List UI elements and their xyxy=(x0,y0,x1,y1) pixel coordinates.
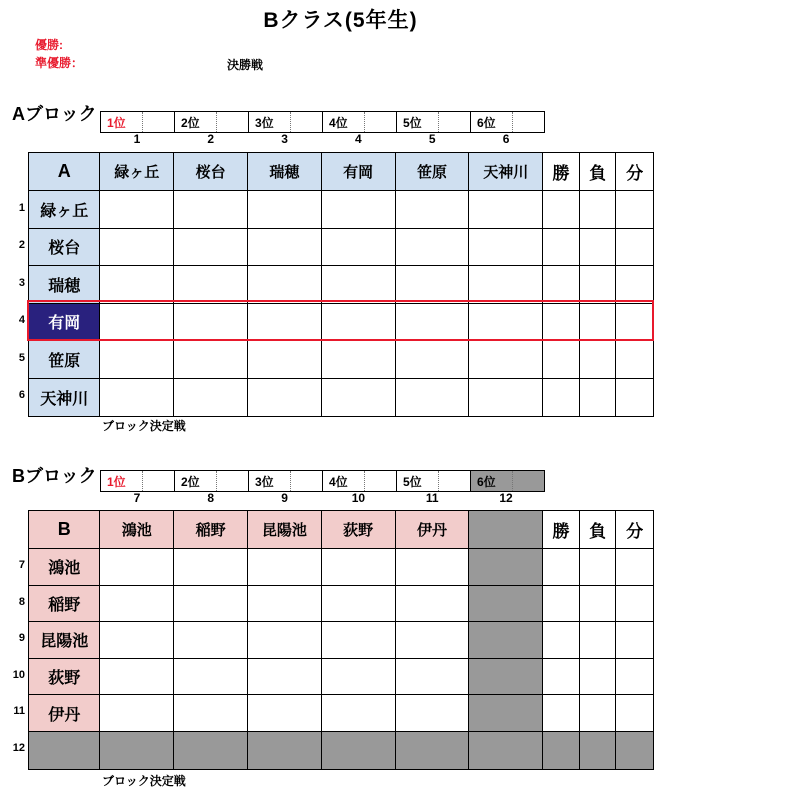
rank-slot-label: 6位 xyxy=(471,471,513,491)
match-cell xyxy=(396,304,470,342)
stat-cell xyxy=(580,229,617,267)
row-number: 8 xyxy=(18,596,25,608)
match-cell xyxy=(174,549,248,586)
row-number: 5 xyxy=(18,352,25,364)
team-name-cell: 笹原 xyxy=(29,341,100,379)
stat-cell xyxy=(580,586,617,623)
team-name-cell: 桜台 xyxy=(29,229,100,267)
match-cell xyxy=(396,191,470,229)
match-cell-disabled xyxy=(469,659,543,696)
match-cell-disabled xyxy=(469,695,543,732)
stat-cell xyxy=(580,266,617,304)
slot-number: 7 xyxy=(133,491,141,505)
match-cell-disabled xyxy=(469,586,543,623)
rank-slot xyxy=(175,112,249,132)
match-cell xyxy=(174,586,248,623)
team-name-cell: 昆陽池 xyxy=(29,622,100,659)
match-cell xyxy=(248,379,322,417)
stat-cell xyxy=(580,304,617,342)
block-b-label: Bブロック xyxy=(12,466,97,486)
team-column-header: 有岡 xyxy=(322,153,396,191)
row-number: 10 xyxy=(12,669,25,681)
final-match-label: 決勝戦 xyxy=(227,58,264,72)
row-number: 7 xyxy=(18,559,25,571)
match-cell xyxy=(100,191,174,229)
slot-number: 8 xyxy=(207,491,215,505)
rank-slot-blank xyxy=(291,112,322,132)
rank-slot-label: 4位 xyxy=(323,471,365,491)
match-cell xyxy=(100,659,174,696)
corner-cell: A xyxy=(29,153,100,191)
match-cell xyxy=(322,191,396,229)
match-cell xyxy=(100,586,174,623)
row-number: 2 xyxy=(18,239,25,251)
match-cell xyxy=(469,191,543,229)
team-name-cell: 稲野 xyxy=(29,586,100,623)
slot-number: 3 xyxy=(281,132,288,146)
losses-column-header: 負 xyxy=(580,153,617,191)
stat-cell xyxy=(543,191,580,229)
slot-number: 9 xyxy=(281,491,288,505)
stat-cell xyxy=(543,659,580,696)
match-cell xyxy=(322,229,396,267)
stat-cell xyxy=(616,229,653,267)
block-a-label: Aブロック xyxy=(12,104,97,124)
match-cell xyxy=(248,266,322,304)
match-cell xyxy=(469,341,543,379)
stat-cell xyxy=(543,695,580,732)
stat-cell xyxy=(616,549,653,586)
team-name-cell: 鴻池 xyxy=(29,549,100,586)
match-cell-disabled xyxy=(469,549,543,586)
rank-slot-label: 5位 xyxy=(397,471,439,491)
rank-slot-blank xyxy=(365,112,396,132)
team-name-cell: 瑞穂 xyxy=(29,266,100,304)
match-cell xyxy=(469,229,543,267)
slot-number: 11 xyxy=(425,491,439,505)
match-cell xyxy=(248,622,322,659)
match-cell xyxy=(396,622,470,659)
slot-number: 4 xyxy=(355,132,362,146)
match-cell xyxy=(100,379,174,417)
match-cell xyxy=(174,266,248,304)
rank-slot-blank xyxy=(143,471,174,491)
slot-number: 5 xyxy=(428,132,436,146)
champion-label: 優勝: xyxy=(35,38,63,52)
match-cell xyxy=(396,229,470,267)
stat-cell xyxy=(580,695,617,732)
rank-slot xyxy=(249,112,323,132)
slot-number: 1 xyxy=(133,132,141,146)
rank-slot-label: 6位 xyxy=(471,112,513,132)
match-cell xyxy=(396,659,470,696)
match-cell xyxy=(322,586,396,623)
match-cell-disabled xyxy=(469,732,543,769)
match-cell xyxy=(174,191,248,229)
team-column-header: 緑ヶ丘 xyxy=(100,153,174,191)
row-number: 1 xyxy=(18,202,25,214)
team-name-cell-highlighted: 有岡 xyxy=(29,304,100,342)
block-b-slot-numbers xyxy=(100,491,543,505)
team-name-cell-disabled xyxy=(29,732,100,769)
match-cell-disabled xyxy=(174,732,248,769)
match-cell xyxy=(322,695,396,732)
stat-cell xyxy=(543,341,580,379)
match-cell xyxy=(248,586,322,623)
rank-slot xyxy=(101,471,175,491)
match-cell xyxy=(248,659,322,696)
rank-slot-label: 3位 xyxy=(249,112,291,132)
rank-slot xyxy=(397,471,471,491)
stat-cell xyxy=(580,622,617,659)
match-cell xyxy=(396,341,470,379)
rank-slot-label: 1位 xyxy=(101,112,143,132)
match-cell-disabled xyxy=(100,732,174,769)
match-cell xyxy=(396,266,470,304)
draws-column-header: 分 xyxy=(616,511,653,549)
match-cell xyxy=(174,695,248,732)
team-column-header: 天神川 xyxy=(469,153,543,191)
stat-cell xyxy=(543,266,580,304)
rank-slot-label: 5位 xyxy=(397,112,439,132)
team-column-header-empty xyxy=(469,511,543,549)
standings-table-b xyxy=(28,510,654,770)
losses-column-header: 負 xyxy=(580,511,617,549)
team-name-cell: 緑ヶ丘 xyxy=(29,191,100,229)
rank-slot-blank xyxy=(217,471,248,491)
rank-slot-blank xyxy=(439,471,470,491)
team-column-header: 瑞穂 xyxy=(248,153,322,191)
stat-cell xyxy=(543,304,580,342)
stat-cell-disabled xyxy=(543,732,580,769)
match-cell xyxy=(174,622,248,659)
match-cell-disabled xyxy=(469,622,543,659)
match-cell xyxy=(174,379,248,417)
stat-cell xyxy=(616,695,653,732)
row-number: 3 xyxy=(18,277,25,289)
row-number: 12 xyxy=(12,742,25,754)
match-cell xyxy=(248,191,322,229)
runner-up-label: 準優勝： xyxy=(35,56,84,70)
match-cell xyxy=(322,622,396,659)
match-cell xyxy=(100,304,174,342)
match-cell xyxy=(322,549,396,586)
team-name-cell: 伊丹 xyxy=(29,695,100,732)
match-cell xyxy=(100,341,174,379)
team-column-header: 伊丹 xyxy=(396,511,470,549)
block-a-rank-strip xyxy=(100,111,545,133)
match-cell xyxy=(469,379,543,417)
rank-slot xyxy=(397,112,471,132)
match-cell xyxy=(469,304,543,342)
rank-slot-blank xyxy=(143,112,174,132)
rank-slot xyxy=(175,471,249,491)
match-cell xyxy=(174,659,248,696)
stat-cell xyxy=(616,622,653,659)
rank-slot-blank xyxy=(365,471,396,491)
match-cell xyxy=(322,659,396,696)
match-cell xyxy=(322,266,396,304)
rank-slot-label: 3位 xyxy=(249,471,291,491)
match-cell xyxy=(174,341,248,379)
block-b-rank-strip xyxy=(100,470,545,492)
team-column-header: 桜台 xyxy=(174,153,248,191)
match-cell xyxy=(100,549,174,586)
match-cell xyxy=(248,549,322,586)
slot-number: 6 xyxy=(502,132,510,146)
stat-cell xyxy=(616,379,653,417)
stat-cell xyxy=(580,659,617,696)
stat-cell xyxy=(580,549,617,586)
match-cell xyxy=(396,695,470,732)
wins-column-header: 勝 xyxy=(543,153,580,191)
slot-number: 12 xyxy=(499,491,513,505)
stat-cell xyxy=(616,191,653,229)
stat-cell-disabled xyxy=(580,732,617,769)
team-name-cell: 荻野 xyxy=(29,659,100,696)
team-name-cell: 天神川 xyxy=(29,379,100,417)
stat-cell xyxy=(580,341,617,379)
stat-cell xyxy=(580,379,617,417)
block-b-decider-label: ブロック決定戦 xyxy=(102,774,186,788)
rank-slot-blank xyxy=(291,471,322,491)
team-column-header: 稲野 xyxy=(174,511,248,549)
match-cell xyxy=(174,304,248,342)
stat-cell xyxy=(616,341,653,379)
rank-slot xyxy=(249,471,323,491)
match-cell xyxy=(322,379,396,417)
rank-slot-label: 1位 xyxy=(101,471,143,491)
rank-slot-blank xyxy=(217,112,248,132)
team-column-header: 笹原 xyxy=(396,153,470,191)
match-cell-disabled xyxy=(396,732,470,769)
block-a-decider-label: ブロック決定戦 xyxy=(102,419,186,433)
stat-cell xyxy=(616,659,653,696)
row-number: 4 xyxy=(18,314,25,326)
stat-cell xyxy=(616,586,653,623)
standings-table-a xyxy=(28,152,654,417)
stat-cell xyxy=(543,622,580,659)
rank-slot xyxy=(323,112,397,132)
rank-slot-disabled xyxy=(471,471,544,491)
team-column-header: 昆陽池 xyxy=(248,511,322,549)
rank-slot-blank xyxy=(439,112,470,132)
match-cell xyxy=(396,549,470,586)
match-cell xyxy=(100,695,174,732)
match-cell xyxy=(248,341,322,379)
match-cell xyxy=(469,266,543,304)
block-a-slot-numbers xyxy=(100,132,543,146)
rank-slot-label: 4位 xyxy=(323,112,365,132)
slot-number: 2 xyxy=(207,132,215,146)
row-number: 6 xyxy=(18,389,25,401)
slot-number: 10 xyxy=(351,491,366,505)
stat-cell-disabled xyxy=(616,732,653,769)
stat-cell xyxy=(543,586,580,623)
row-number: 11 xyxy=(13,705,25,717)
wins-column-header: 勝 xyxy=(543,511,580,549)
draws-column-header: 分 xyxy=(616,153,653,191)
match-cell xyxy=(396,586,470,623)
match-cell xyxy=(322,341,396,379)
row-number: 9 xyxy=(18,632,25,644)
match-cell-disabled xyxy=(322,732,396,769)
rank-slot xyxy=(471,112,544,132)
stat-cell xyxy=(543,379,580,417)
rank-slot-label: 2位 xyxy=(175,112,217,132)
match-cell xyxy=(248,695,322,732)
match-cell-disabled xyxy=(248,732,322,769)
team-column-header: 荻野 xyxy=(322,511,396,549)
match-cell xyxy=(100,622,174,659)
rank-slot xyxy=(101,112,175,132)
stat-cell xyxy=(616,304,653,342)
match-cell xyxy=(174,229,248,267)
rank-slot-blank xyxy=(513,112,544,132)
stat-cell xyxy=(543,229,580,267)
page-title: Bクラス(5年生) xyxy=(263,9,418,32)
match-cell xyxy=(100,266,174,304)
rank-slot-blank xyxy=(513,471,544,491)
stat-cell xyxy=(616,266,653,304)
stat-cell xyxy=(543,549,580,586)
match-cell xyxy=(396,379,470,417)
match-cell xyxy=(100,229,174,267)
team-column-header: 鴻池 xyxy=(100,511,174,549)
rank-slot xyxy=(323,471,397,491)
match-cell xyxy=(248,229,322,267)
rank-slot-label: 2位 xyxy=(175,471,217,491)
stat-cell xyxy=(580,191,617,229)
match-cell xyxy=(322,304,396,342)
match-cell xyxy=(248,304,322,342)
corner-cell: B xyxy=(29,511,100,549)
